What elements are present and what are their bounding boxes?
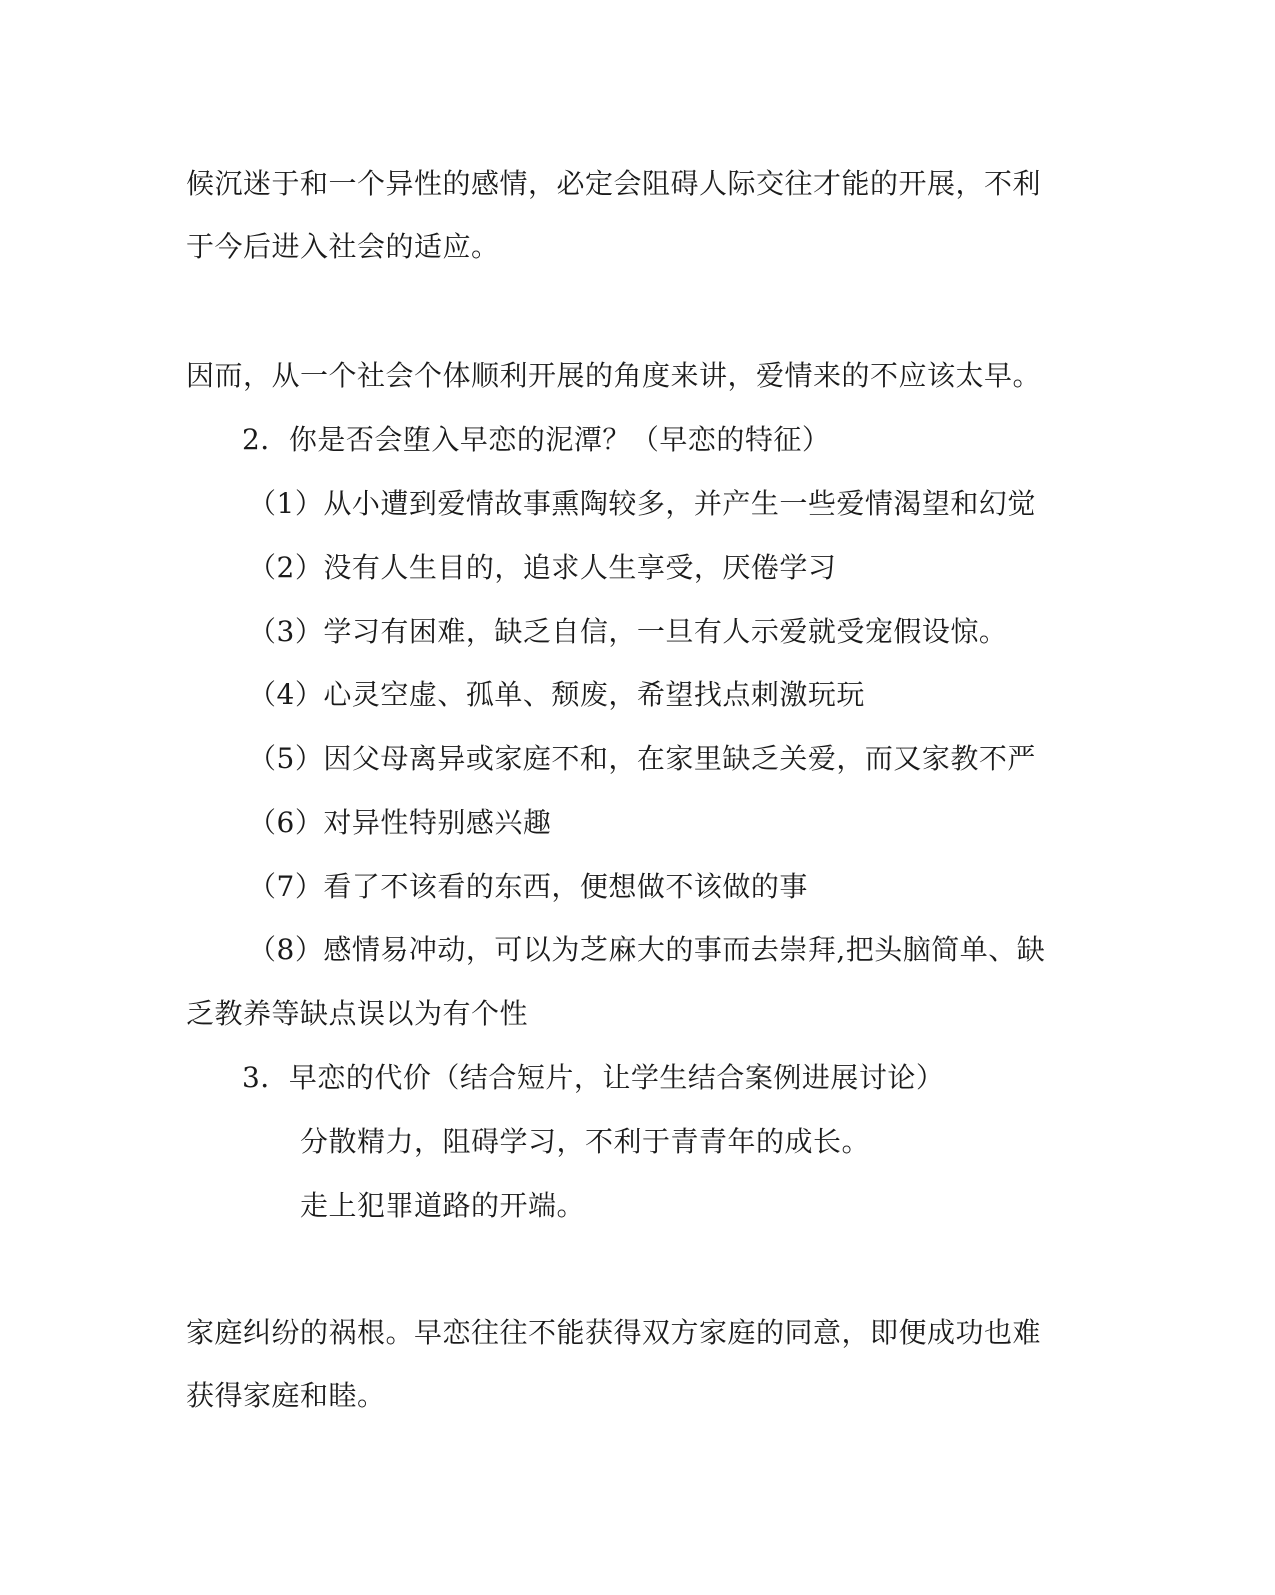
paragraph-line: 分散精力，阻碍学习，不利于青青年的成长。 — [300, 1125, 871, 1158]
paragraph-line: 家庭纠纷的祸根。早恋往往不能获得双方家庭的同意，即便成功也难 — [186, 1316, 1042, 1349]
list-item: （3）学习有困难，缺乏自信，一旦有人示爱就受宠假设惊。 — [248, 615, 1008, 648]
section-heading: 3．早恋的代价（结合短片，让学生结合案例进展讨论） — [242, 1061, 945, 1094]
paragraph-line: 于今后进入社会的适应。 — [186, 230, 500, 263]
paragraph-line: 走上犯罪道路的开端。 — [300, 1189, 586, 1222]
paragraph-line: 获得家庭和睦。 — [186, 1379, 386, 1412]
list-item-continuation: 乏教养等缺点误以为有个性 — [186, 997, 529, 1030]
list-item: （2）没有人生目的，追求人生享受，厌倦学习 — [248, 551, 837, 584]
list-item: （4）心灵空虚、孤单、颓废，希望找点刺激玩玩 — [248, 678, 865, 711]
paragraph-line: 因而，从一个社会个体顺利开展的角度来讲，爱情来的不应该太早。 — [186, 359, 1042, 392]
list-item: （8）感情易冲动，可以为芝麻大的事而去崇拜,把头脑简单、缺 — [248, 933, 1046, 966]
paragraph-line: 候沉迷于和一个异性的感情，必定会阻碍人际交往才能的开展，不利 — [186, 167, 1042, 200]
list-item: （1）从小遭到爱情故事熏陶较多，并产生一些爱情渴望和幻觉 — [248, 487, 1036, 520]
section-heading: 2．你是否会堕入早恋的泥潭？（早恋的特征） — [242, 423, 831, 456]
list-item: （6）对异性特别感兴趣 — [248, 806, 552, 839]
list-item: （7）看了不该看的东西，便想做不该做的事 — [248, 870, 808, 903]
list-item: （5）因父母离异或家庭不和，在家里缺乏关爱，而又家教不严 — [248, 742, 1036, 775]
